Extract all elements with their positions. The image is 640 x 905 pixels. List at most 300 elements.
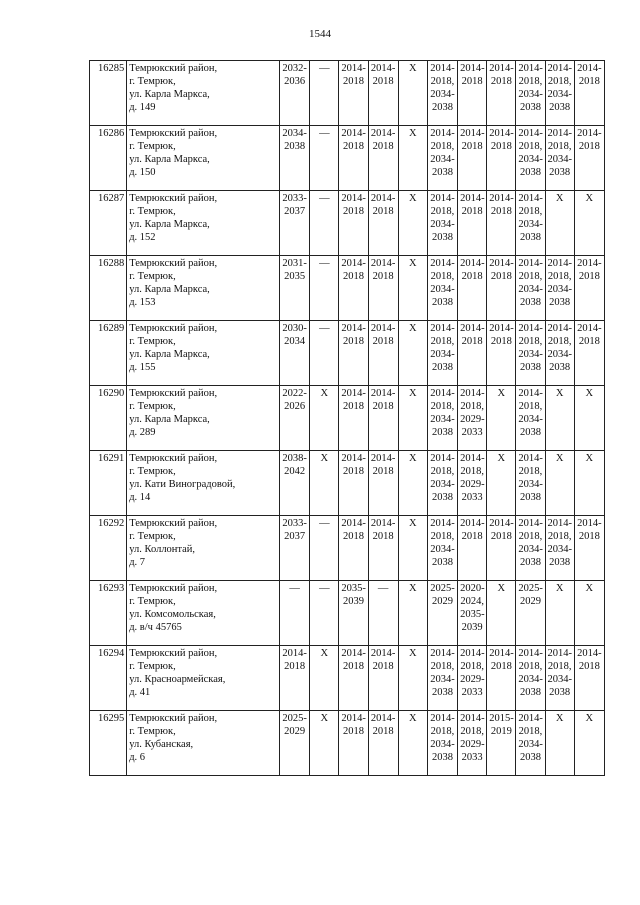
period-line: 2037	[284, 206, 306, 217]
period-line: 2034-	[518, 739, 543, 750]
period-line: Х	[585, 453, 594, 464]
period-line: 2018,	[460, 661, 484, 672]
period-line: 2014-	[460, 323, 485, 334]
period-cell	[516, 61, 545, 126]
period-line: 2018	[343, 206, 364, 217]
table-row	[90, 386, 605, 451]
period-cell	[545, 711, 574, 776]
period-line: —	[319, 63, 330, 74]
period-line: 2014-	[460, 648, 485, 659]
period-line: 2014-	[370, 193, 396, 204]
period-line: 2018,	[430, 141, 455, 152]
period-cell	[339, 321, 368, 386]
address-line: Темрюкский район,	[129, 388, 218, 399]
address-cell	[127, 386, 280, 451]
period-line: 2038	[549, 297, 571, 308]
period-line: Х	[409, 193, 417, 204]
period-cell	[545, 386, 574, 451]
period-line: 2042	[284, 466, 306, 477]
period-line: 2038	[519, 297, 541, 308]
period-line: 2033-	[282, 193, 307, 204]
period-line: 2034-	[547, 284, 573, 295]
period-cell	[280, 581, 310, 646]
period-line: 2018,	[430, 726, 455, 737]
period-line: 2034-	[518, 479, 543, 490]
period-line: 2014-	[370, 648, 396, 659]
period-line: 2018,	[547, 336, 572, 347]
period-line: 2014-	[489, 518, 514, 529]
period-cell	[487, 711, 516, 776]
row-number: 16286	[90, 126, 127, 191]
period-cell	[398, 61, 427, 126]
address-line: ул. Карла Маркса,	[129, 154, 210, 165]
period-line: 2014-	[489, 128, 514, 139]
period-cell	[398, 646, 427, 711]
period-line: 2018	[372, 336, 394, 347]
period-line: 2014-	[518, 128, 543, 139]
period-line: 2038	[519, 102, 541, 113]
period-line: 2014-	[460, 713, 485, 724]
period-cell	[368, 191, 398, 256]
period-line: 2018	[578, 141, 600, 152]
period-line: 2014-	[460, 63, 485, 74]
period-line: 2014-	[518, 518, 543, 529]
period-line: 2014-	[518, 323, 543, 334]
period-line: 2018	[343, 76, 364, 87]
period-line: 2014-	[577, 63, 602, 74]
period-line: 2018	[490, 206, 512, 217]
period-line: Х	[320, 648, 329, 659]
period-line: 2024,	[460, 596, 484, 607]
address-line: ул. Карла Маркса,	[129, 284, 210, 295]
period-cell	[487, 126, 516, 191]
period-line: 2034-	[430, 284, 455, 295]
period-cell	[458, 126, 487, 191]
period-cell	[280, 451, 310, 516]
address-line: Темрюкский район,	[129, 648, 218, 659]
period-line: 2014-	[518, 388, 543, 399]
period-cell	[310, 321, 339, 386]
period-line: 2018,	[430, 661, 455, 672]
period-line: 2018	[343, 726, 364, 737]
period-line: 2014-	[430, 648, 455, 659]
period-line: Х	[555, 388, 564, 399]
period-line: 2014-	[430, 388, 455, 399]
period-line: 2014-	[460, 453, 485, 464]
period-line: 2018	[343, 401, 364, 412]
period-line: 2014-	[547, 323, 573, 334]
period-line: 2038	[431, 687, 453, 698]
period-line: 2014-	[430, 63, 455, 74]
period-line: 2038-	[282, 453, 307, 464]
address-cell	[127, 711, 280, 776]
period-cell	[280, 711, 310, 776]
period-line: 2034	[284, 336, 306, 347]
period-line: —	[319, 128, 330, 139]
period-line: 2014-	[370, 128, 396, 139]
period-line: 2018,	[547, 531, 572, 542]
period-cell	[574, 321, 604, 386]
address-line: г. Темрюк,	[129, 141, 176, 152]
period-line: 2038	[549, 167, 571, 178]
period-cell	[516, 191, 545, 256]
address-line: г. Темрюк,	[129, 76, 176, 87]
period-line: 2014-	[370, 63, 396, 74]
period-line: 2014-	[430, 193, 455, 204]
period-cell	[574, 126, 604, 191]
period-cell	[427, 581, 457, 646]
period-line: 2020-	[460, 583, 485, 594]
address-line: ул. Кати Виноградовой,	[129, 479, 236, 490]
address-line: д. 152	[129, 232, 156, 243]
period-line: 2018,	[547, 271, 572, 282]
address-line: г. Темрюк,	[129, 336, 176, 347]
period-cell	[574, 386, 604, 451]
period-line: 2018	[372, 466, 394, 477]
period-line: Х	[409, 258, 417, 269]
period-cell	[458, 321, 487, 386]
period-line: 2034-	[518, 154, 543, 165]
table-row	[90, 61, 605, 126]
row-number: 16294	[90, 646, 127, 711]
period-line: 2018,	[430, 76, 455, 87]
period-cell	[280, 321, 310, 386]
period-cell	[574, 711, 604, 776]
period-cell	[487, 516, 516, 581]
period-cell	[339, 191, 368, 256]
period-line: 2018	[372, 661, 394, 672]
period-cell	[368, 256, 398, 321]
period-cell	[516, 516, 545, 581]
period-line: 2037	[284, 531, 306, 542]
period-line: 2014-	[370, 713, 396, 724]
period-line: 2029-	[460, 479, 485, 490]
period-line: 2014-	[577, 323, 602, 334]
period-line: 2018	[490, 271, 512, 282]
period-line: 2029	[431, 596, 453, 607]
address-line: д. 7	[129, 557, 146, 568]
period-line: 2018,	[518, 661, 543, 672]
address-cell	[127, 581, 280, 646]
period-line: 2038	[519, 687, 541, 698]
period-line: 2014-	[577, 518, 602, 529]
period-cell	[427, 711, 457, 776]
period-line: 2014-	[430, 323, 455, 334]
period-cell	[398, 256, 427, 321]
period-line: 2014-	[460, 258, 485, 269]
address-line: Темрюкский район,	[129, 323, 218, 334]
period-line: 2030-	[282, 323, 307, 334]
period-line: 2014-	[518, 193, 543, 204]
period-line: 2014-	[341, 453, 366, 464]
period-cell	[516, 321, 545, 386]
period-line: Х	[320, 713, 329, 724]
period-cell	[280, 386, 310, 451]
period-cell	[398, 126, 427, 191]
period-line: 2038	[519, 427, 541, 438]
period-cell	[574, 646, 604, 711]
period-cell	[398, 321, 427, 386]
period-cell	[310, 191, 339, 256]
period-cell	[368, 321, 398, 386]
period-line: 2014-	[282, 648, 307, 659]
period-cell	[339, 451, 368, 516]
period-line: 2018,	[460, 401, 484, 412]
period-line: 2018,	[430, 401, 455, 412]
period-line: 2038	[519, 492, 541, 503]
period-line: 2018,	[518, 336, 543, 347]
period-line: 2038	[549, 557, 571, 568]
address-line: Темрюкский район,	[129, 453, 218, 464]
period-cell	[487, 646, 516, 711]
period-line: 2018	[461, 206, 483, 217]
period-cell	[339, 61, 368, 126]
period-line: 2018,	[518, 726, 543, 737]
period-line: 2033	[461, 752, 483, 763]
period-line: 2029	[519, 596, 541, 607]
period-line: 2014-	[489, 193, 514, 204]
period-cell	[516, 451, 545, 516]
row-number: 16293	[90, 581, 127, 646]
address-line: д. 149	[129, 102, 156, 113]
period-cell	[280, 126, 310, 191]
period-cell	[280, 191, 310, 256]
period-line: 2018,	[430, 206, 455, 217]
period-line: 2034-	[547, 89, 573, 100]
row-number: 16292	[90, 516, 127, 581]
period-line: 2038	[431, 232, 453, 243]
period-cell	[574, 61, 604, 126]
period-cell	[339, 711, 368, 776]
period-cell	[458, 256, 487, 321]
period-line: 2014-	[489, 323, 514, 334]
address-line: д. 289	[129, 427, 156, 438]
period-cell	[545, 451, 574, 516]
period-line: 2025-	[518, 583, 543, 594]
period-cell	[310, 256, 339, 321]
period-cell	[339, 646, 368, 711]
period-line: Х	[555, 713, 564, 724]
address-cell	[127, 191, 280, 256]
period-cell	[487, 581, 516, 646]
period-line: 2018,	[547, 76, 572, 87]
period-line: 2035	[284, 271, 306, 282]
period-cell	[339, 256, 368, 321]
period-line: 2018	[578, 531, 600, 542]
period-cell	[516, 711, 545, 776]
period-line: 2018	[461, 271, 483, 282]
period-line: 2033	[461, 492, 483, 503]
period-line: 2018	[578, 76, 600, 87]
period-line: 2014-	[341, 128, 366, 139]
period-line: 2014-	[518, 63, 543, 74]
period-line: 2034-	[518, 414, 543, 425]
registry-table	[89, 60, 605, 776]
period-line: 2018	[372, 726, 394, 737]
period-cell	[280, 61, 310, 126]
period-line: 2029-	[460, 414, 485, 425]
address-line: ул. Карла Маркса,	[129, 349, 210, 360]
address-cell	[127, 61, 280, 126]
period-cell	[427, 646, 457, 711]
period-cell	[368, 646, 398, 711]
period-cell	[545, 581, 574, 646]
period-line: 2026	[284, 401, 306, 412]
period-line: 2018,	[460, 726, 484, 737]
row-number: 16291	[90, 451, 127, 516]
period-line: 2018	[490, 661, 512, 672]
period-cell	[339, 126, 368, 191]
row-number: 16288	[90, 256, 127, 321]
period-line: 2018	[372, 76, 394, 87]
period-line: 2018	[343, 661, 364, 672]
period-line: Х	[497, 453, 506, 464]
period-cell	[427, 126, 457, 191]
period-cell	[310, 386, 339, 451]
period-line: 2014-	[577, 128, 602, 139]
period-line: 2014-	[547, 518, 573, 529]
period-line: 2018	[490, 336, 512, 347]
period-line: 2014-	[547, 648, 573, 659]
period-line: 2036	[284, 76, 306, 87]
period-cell	[458, 61, 487, 126]
period-cell	[487, 191, 516, 256]
period-line: 2018	[461, 531, 483, 542]
period-line: 2031-	[282, 258, 307, 269]
period-line: 2025-	[282, 713, 307, 724]
period-line: 2014-	[489, 648, 514, 659]
period-line: 2014-	[341, 648, 366, 659]
period-line: 2033	[461, 687, 483, 698]
period-line: 2038	[431, 362, 453, 373]
period-line: 2014-	[518, 648, 543, 659]
period-line: 2014-	[341, 388, 366, 399]
period-line: 2038	[519, 167, 541, 178]
address-line: ул. Комсомольская,	[129, 609, 216, 620]
period-cell	[368, 61, 398, 126]
address-line: Темрюкский район,	[129, 713, 218, 724]
period-cell	[545, 191, 574, 256]
table-row	[90, 321, 605, 386]
address-line: Темрюкский район,	[129, 193, 218, 204]
address-line: д. 155	[129, 362, 156, 373]
table-row	[90, 581, 605, 646]
period-line: Х	[585, 388, 594, 399]
period-line: 2014-	[370, 323, 396, 334]
period-line: 2018	[343, 141, 364, 152]
period-line: 2018	[578, 336, 600, 347]
period-line: Х	[497, 583, 506, 594]
period-cell	[339, 386, 368, 451]
period-line: 2014-	[460, 128, 485, 139]
period-line: 2033	[461, 427, 483, 438]
period-line: 2018	[461, 141, 483, 152]
period-line: 2034-	[430, 739, 455, 750]
period-line: —	[319, 323, 330, 334]
period-line: 2018,	[518, 531, 543, 542]
period-line: 2014-	[430, 518, 455, 529]
period-line: Х	[409, 453, 417, 464]
period-line: 2018	[343, 531, 364, 542]
table-row	[90, 516, 605, 581]
period-line: —	[319, 518, 330, 529]
period-line: 2034-	[430, 89, 455, 100]
address-line: ул. Карла Маркса,	[129, 89, 210, 100]
period-cell	[398, 191, 427, 256]
period-cell	[458, 711, 487, 776]
period-line: 2014-	[518, 713, 543, 724]
period-cell	[398, 711, 427, 776]
period-cell	[487, 256, 516, 321]
period-line: Х	[320, 453, 329, 464]
period-line: 2018,	[518, 271, 543, 282]
period-line: Х	[555, 193, 564, 204]
address-line: ул. Красноармейская,	[129, 674, 226, 685]
period-line: 2038	[519, 232, 541, 243]
period-line: 2018	[461, 76, 483, 87]
period-line: 2034-	[518, 349, 543, 360]
period-line: Х	[409, 128, 417, 139]
period-line: 2034-	[518, 284, 543, 295]
period-line: Х	[409, 518, 417, 529]
period-line: 2018	[490, 531, 512, 542]
row-number: 16295	[90, 711, 127, 776]
period-line: Х	[409, 323, 417, 334]
address-line: Темрюкский район,	[129, 518, 218, 529]
period-line: 2014-	[577, 648, 602, 659]
period-line: 2038	[431, 557, 453, 568]
period-line: Х	[497, 388, 506, 399]
period-line: 2038	[431, 492, 453, 503]
period-line: 2034-	[518, 544, 543, 555]
period-cell	[516, 126, 545, 191]
period-line: 2034-	[547, 349, 573, 360]
period-line: 2038	[549, 687, 571, 698]
address-line: г. Темрюк,	[129, 271, 176, 282]
period-line: 2014-	[341, 258, 366, 269]
period-cell	[427, 386, 457, 451]
period-cell	[574, 581, 604, 646]
row-number: 16287	[90, 191, 127, 256]
period-line: Х	[585, 713, 594, 724]
period-line: 2014-	[518, 258, 543, 269]
period-cell	[339, 516, 368, 581]
period-line: 2034-	[518, 674, 543, 685]
period-cell	[368, 581, 398, 646]
address-cell	[127, 516, 280, 581]
table-row	[90, 191, 605, 256]
period-line: 2034-	[430, 674, 455, 685]
period-line: 2034-	[430, 479, 455, 490]
period-cell	[368, 711, 398, 776]
period-line: 2018,	[547, 661, 572, 672]
period-line: 2014-	[518, 453, 543, 464]
period-line: 2018	[372, 531, 394, 542]
period-line: 2038	[431, 427, 453, 438]
period-cell	[368, 451, 398, 516]
period-line: 2018	[372, 141, 394, 152]
period-line: 2034-	[430, 219, 455, 230]
period-cell	[516, 646, 545, 711]
period-line: 2038	[549, 362, 571, 373]
registry-body	[90, 61, 605, 776]
row-number: 16285	[90, 61, 127, 126]
period-line: Х	[409, 388, 417, 399]
period-line: Х	[585, 193, 594, 204]
period-line: 2034-	[430, 349, 455, 360]
period-line: 2018	[461, 336, 483, 347]
period-line: 2019	[490, 726, 512, 737]
